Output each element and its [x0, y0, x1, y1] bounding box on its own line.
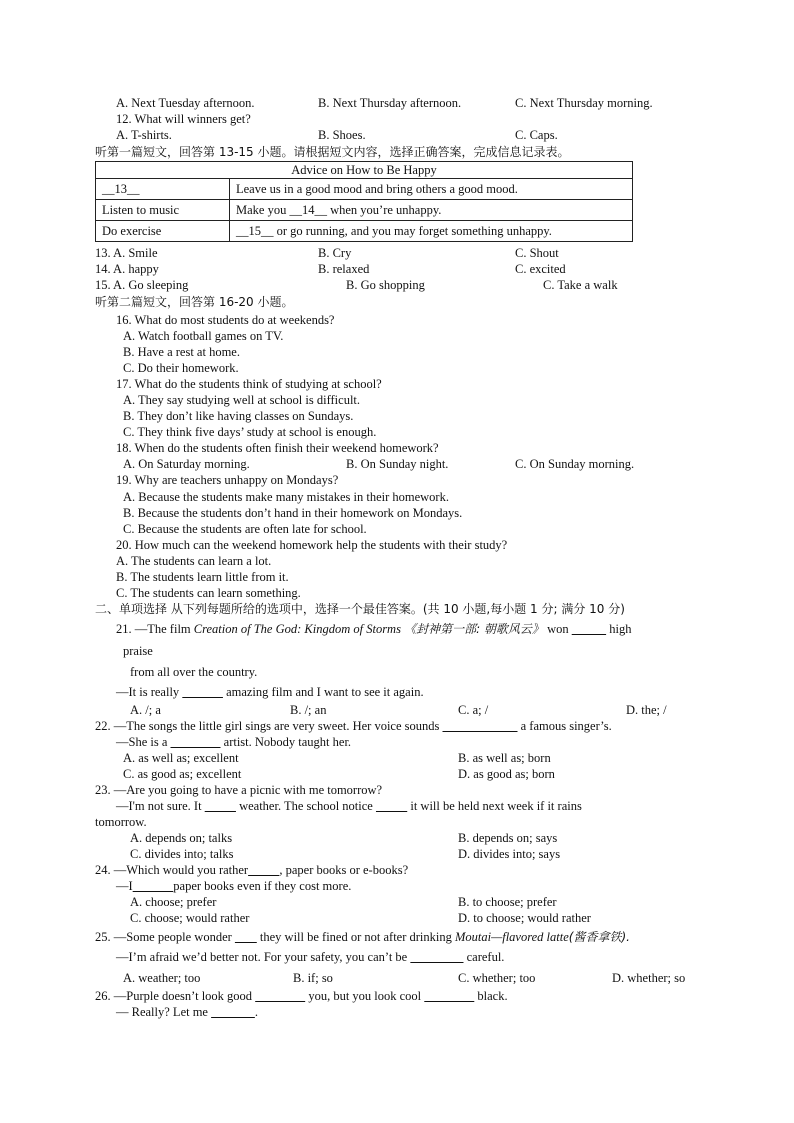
q26-blank-2: [424, 989, 474, 1003]
q21-film-title-cn: 《封神第一部: 朝歌风云》: [404, 622, 544, 636]
q18-stem: 18. When do the students often finish their weekend homework?: [116, 441, 439, 455]
q20-option-c: C. The students can learn something.: [116, 586, 301, 600]
q25-option-d: D. whether; so: [612, 971, 686, 985]
q26-line1-post: black.: [477, 989, 508, 1003]
q17-stem: 17. What do the students think of studying at school?: [116, 377, 382, 391]
q22-line1: [95, 718, 612, 734]
q23-line1: 23. —Are you going to have a picnic with me tomorrow?: [95, 783, 383, 797]
advice-row-2-right: Make you __14__ when you’re unhappy.: [230, 200, 633, 221]
q26-line1-mid: you, but you look cool: [308, 989, 422, 1003]
q25-line2-post: careful.: [466, 950, 505, 964]
q24-line2-pre: —I: [116, 879, 133, 893]
q22-blank-2: [171, 735, 221, 749]
q19-option-a: A. Because the students make many mistakes in their homework.: [123, 490, 449, 504]
q23-blank-1: [205, 799, 236, 813]
advice-table: [95, 161, 633, 242]
q25-line2: [116, 949, 504, 965]
q24-line2-post: paper books even if they cost more.: [173, 879, 352, 893]
q21-blank-2: [182, 685, 223, 699]
q21-option-a: A. /; a: [130, 703, 161, 717]
q19-option-b: B. Because the students don’t hand in their homework on Mondays.: [123, 506, 463, 520]
q25-option-b: B. if; so: [293, 971, 333, 985]
q21-tail2: praise: [123, 644, 153, 658]
q13-option-a: 13. A. Smile: [95, 246, 158, 260]
q18-option-b: B. On Sunday night.: [346, 457, 449, 471]
q16-option-c: C. Do their homework.: [123, 361, 239, 375]
q24-blank-2: [133, 879, 174, 893]
q26-blank-1: [255, 989, 305, 1003]
q21-tail3: from all over the country.: [130, 665, 258, 679]
q25-option-a: A. weather; too: [123, 971, 201, 985]
q25-blank-1: [235, 930, 257, 944]
q25-line2-pre: —I’m afraid we’d better not. For your safety, you can’t be: [116, 950, 408, 964]
q23-line2-a: —I'm not sure. It: [116, 799, 202, 813]
q21-line2-pre: —It is really: [116, 685, 180, 699]
q21-blank-1: [572, 622, 606, 636]
q24-option-d: D. to choose; would rather: [458, 911, 591, 925]
q11-option-c: C. Next Thursday morning.: [515, 96, 653, 110]
q22-option-a: A. as well as; excellent: [123, 751, 239, 765]
q23-option-c: C. divides into; talks: [130, 847, 234, 861]
advice-row-3-right: __15__ or go running, and you may forget something unhappy.: [230, 221, 633, 242]
q26-line2-pre: — Really? Let me: [116, 1005, 208, 1019]
q24-line1-post: , paper books or e-books?: [279, 863, 409, 877]
q23-option-d: D. divides into; says: [458, 847, 561, 861]
q23-line2-b: weather. The school notice: [239, 799, 373, 813]
q26-blank-3: [211, 1005, 255, 1019]
q17-option-b: B. They don’t like having classes on Sundays.: [123, 409, 354, 423]
q18-option-c: C. On Sunday morning.: [515, 457, 635, 471]
q21-line1: [116, 621, 631, 637]
q24-line2: [116, 878, 351, 894]
q14-option-c: C. excited: [515, 262, 566, 276]
q22-blank-1: [443, 719, 518, 733]
q22-line2: [116, 734, 351, 750]
q26-line2: [116, 1004, 258, 1020]
q19-option-c: C. Because the students are often late for school.: [123, 522, 367, 536]
q24-option-c: C. choose; would rather: [130, 911, 250, 925]
q25-line1-mid: they will be fined or not after drinking: [259, 930, 455, 944]
q22-line2-pre: —She is a: [116, 735, 168, 749]
q12-option-b: B. Shoes.: [318, 128, 366, 142]
q21-line2-post: amazing film and I want to see it again.: [226, 685, 424, 699]
q25-line1-pre: 25. —Some people wonder: [95, 930, 232, 944]
q23-option-b: B. depends on; says: [458, 831, 558, 845]
section2-heading: 二、单项选择 从下列每题所给的选项中，选择一个最佳答案。(共 10 小题,每小题 1 分; 满分 10 分): [95, 602, 625, 616]
q12-option-c: C. Caps.: [515, 128, 558, 142]
q24-blank-1: [248, 863, 279, 877]
q22-line1-post: a famous singer’s.: [520, 719, 612, 733]
q24-option-a: A. choose; prefer: [130, 895, 217, 909]
q23-line2-c: it will be held next week if it rains: [410, 799, 582, 813]
q14-option-b: B. relaxed: [318, 262, 370, 276]
q22-option-d: D. as good as; born: [458, 767, 555, 781]
q12-option-a: A. T-shirts.: [116, 128, 172, 142]
advice-table-title: Advice on How to Be Happy: [96, 162, 633, 179]
q17-option-c: C. They think five days’ study at school is enough.: [123, 425, 377, 439]
advice-row-2-left: Listen to music: [96, 200, 230, 221]
q24-line1-pre: 24. —Which would you rather: [95, 863, 249, 877]
q23-line3: tomorrow.: [95, 815, 147, 829]
advice-row-3-left: Do exercise: [96, 221, 230, 242]
q13-option-b: B. Cry: [318, 246, 352, 260]
q23-option-a: A. depends on; talks: [130, 831, 233, 845]
q21-option-d: D. the; /: [626, 703, 667, 717]
q12-stem: 12. What will winners get?: [116, 112, 251, 126]
q21-post: won: [547, 622, 569, 636]
q22-option-c: C. as good as; excellent: [123, 767, 242, 781]
q11-option-a: A. Next Tuesday afternoon.: [116, 96, 255, 110]
q20-option-a: A. The students can learn a lot.: [116, 554, 272, 568]
q26-line1-pre: 26. —Purple doesn’t look good: [95, 989, 253, 1003]
q19-stem: 19. Why are teachers unhappy on Mondays?: [116, 473, 339, 487]
q16-stem: 16. What do most students do at weekends?: [116, 313, 335, 327]
q21-pre: 21. —The film: [116, 622, 194, 636]
q15-option-a: 15. A. Go sleeping: [95, 278, 189, 292]
passage1-intro: 听第一篇短文，回答第 13-15 小题。请根据短文内容，选择正确答案，完成信息记录表。: [95, 145, 570, 159]
q23-blank-2: [376, 799, 407, 813]
q14-option-a: 14. A. happy: [95, 262, 159, 276]
q21-option-b: B. /; an: [290, 703, 327, 717]
q25-line1: [95, 929, 630, 945]
q23-line2: [116, 798, 582, 814]
q25-drink: Moutai—flavored latte: [455, 930, 569, 944]
q15-option-b: B. Go shopping: [346, 278, 425, 292]
q21-film-title: Creation of The God: Kingdom of Storms: [193, 622, 401, 636]
advice-row-1-left: __13__: [96, 179, 230, 200]
q24-option-b: B. to choose; prefer: [458, 895, 557, 909]
q21-line2: [116, 684, 424, 700]
q21-option-c: C. a; /: [458, 703, 489, 717]
q26-line2-post: .: [254, 1005, 258, 1019]
q17-option-a: A. They say studying well at school is difficult.: [123, 393, 361, 407]
q26-line1: [95, 988, 508, 1004]
q22-line2-post: artist. Nobody taught her.: [223, 735, 352, 749]
q13-option-c: C. Shout: [515, 246, 559, 260]
q16-option-a: A. Watch football games on TV.: [123, 329, 284, 343]
q20-stem: 20. How much can the weekend homework help the students with their study?: [116, 538, 508, 552]
q11-option-b: B. Next Thursday afternoon.: [318, 96, 462, 110]
q21-tail1: high: [609, 622, 632, 636]
q22-line1-pre: 22. —The songs the little girl sings are very sweet. Her voice sounds: [95, 719, 440, 733]
q15-option-c: C. Take a walk: [543, 278, 618, 292]
q25-blank-2: [410, 950, 463, 964]
passage2-intro: 听第二篇短文，回答第 16-20 小题。: [95, 295, 294, 309]
q20-option-b: B. The students learn little from it.: [116, 570, 289, 584]
q25-drink-cn: (酱香拿铁).: [568, 930, 630, 944]
q25-option-c: C. whether; too: [458, 971, 536, 985]
advice-row-1-right: Leave us in a good mood and bring others a good mood.: [230, 179, 633, 200]
q16-option-b: B. Have a rest at home.: [123, 345, 240, 359]
q18-option-a: A. On Saturday morning.: [123, 457, 250, 471]
q24-line1: [95, 862, 408, 878]
q22-option-b: B. as well as; born: [458, 751, 551, 765]
